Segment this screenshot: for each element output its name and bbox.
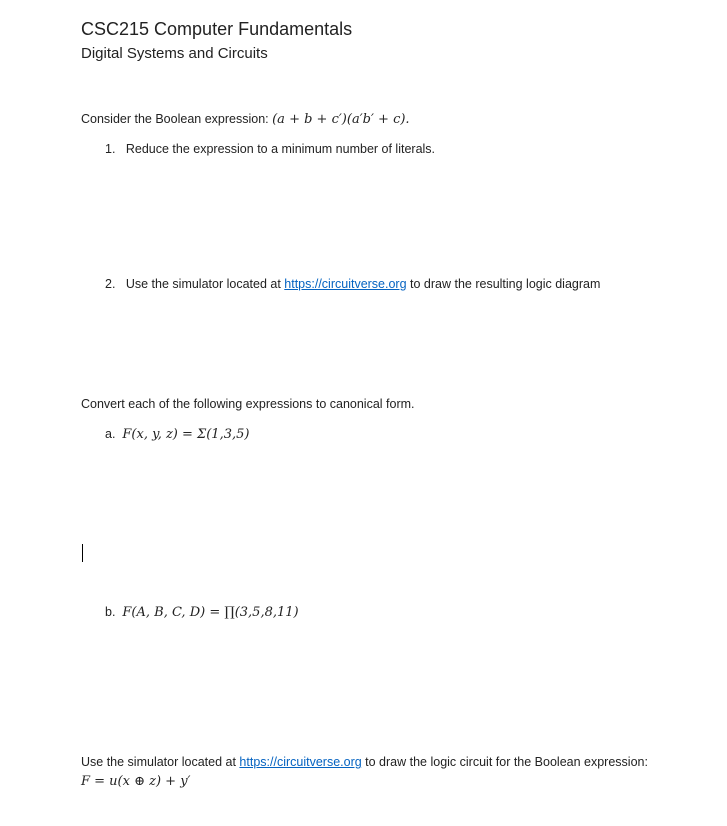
list-item — [105, 142, 435, 156]
document-subtitle: Digital Systems and Circuits — [81, 45, 268, 62]
list-text: Reduce the expression to a minimum number of literals. — [125, 142, 436, 156]
canonical-expression: F(x, y, z) = Σ(1,3,5) — [122, 427, 250, 442]
canonical-expression: F(A, B, C, D) = ∏(3,5,8,11) — [122, 605, 299, 620]
document-title: CSC215 Computer Fundamentals — [81, 19, 353, 39]
question-1-intro — [81, 112, 410, 127]
q3-text: to draw the logic circuit for the Boolean expression: — [361, 755, 648, 769]
list-number: 1. — [105, 142, 116, 156]
boolean-expression: F = u(x ⊕ z) + y′ — [81, 774, 191, 789]
circuitverse-link[interactable]: https://circuitverse.org — [239, 755, 362, 769]
q3-text: Use the simulator located at — [81, 755, 240, 769]
list-letter: b. — [105, 605, 116, 619]
list-item — [105, 605, 299, 620]
list-item — [105, 427, 249, 442]
question-3-text — [81, 755, 648, 769]
text-cursor — [82, 544, 83, 562]
list-item — [105, 277, 600, 291]
boolean-expression: (a + b + c′)(a′b′ + c). — [272, 112, 410, 127]
intro-text: Consider the Boolean expression: — [81, 112, 269, 126]
circuitverse-link[interactable]: https://circuitverse.org — [284, 277, 407, 291]
question-2-intro: Convert each of the following expressions to canonical form. — [81, 397, 415, 411]
list-letter: a. — [105, 427, 116, 441]
list-text: Use the simulator located at — [125, 277, 285, 291]
list-text: to draw the resulting logic diagram — [406, 277, 601, 291]
list-number: 2. — [105, 277, 116, 291]
